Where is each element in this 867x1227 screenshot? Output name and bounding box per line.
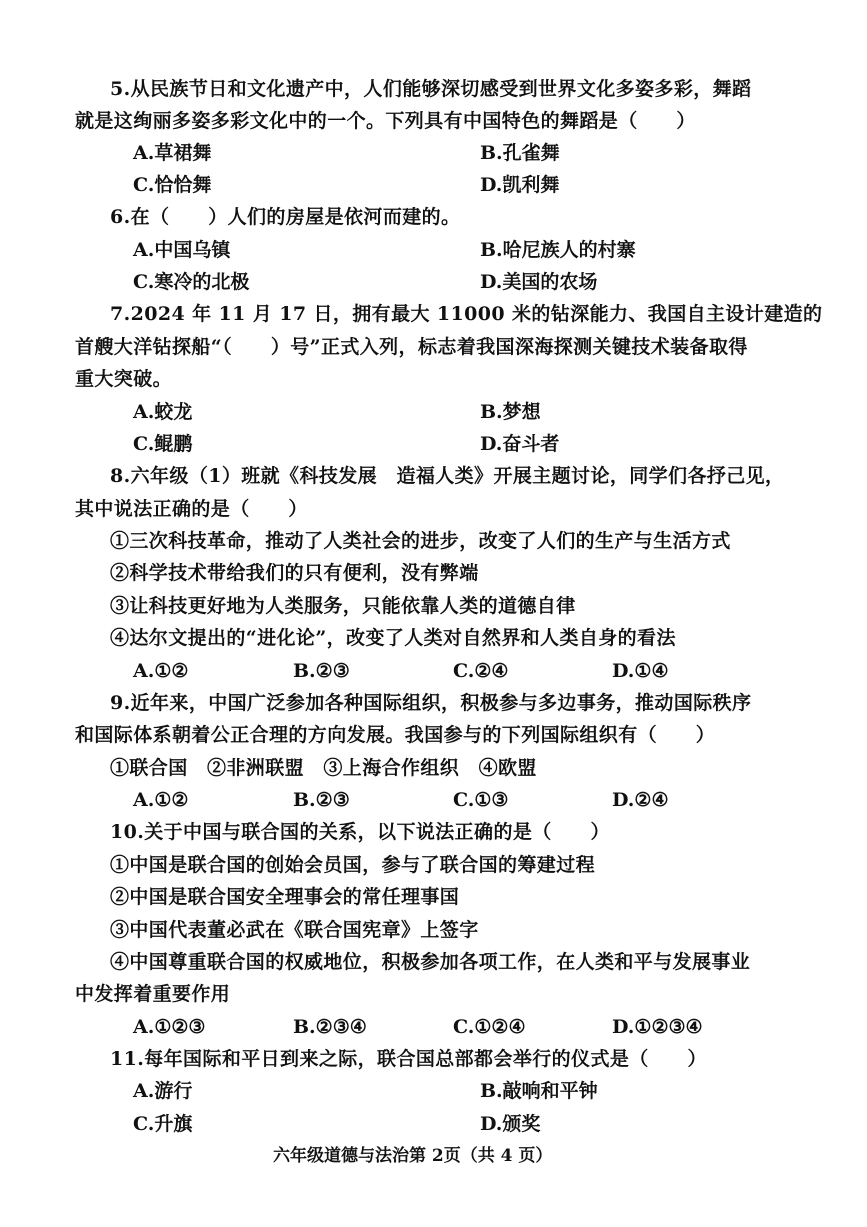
q8-statement-3: ③让科技更好地为人类服务，只能依靠人类的道德自律	[110, 595, 576, 617]
q10-statement-3: ③中国代表董必武在《联合国宪章》上签字	[110, 919, 479, 941]
q9-option-a: A.①②	[133, 789, 189, 811]
q9-statements: ①联合国 ②非洲联盟 ③上海合作组织 ④欧盟	[110, 757, 537, 779]
q6-stem: 6.在（ ）人们的房屋是依河而建的。	[110, 206, 461, 228]
q7-stem-line3: 重大突破。	[75, 368, 173, 390]
q8-statement-1: ①三次科技革命，推动了人类社会的进步，改变了人们的生产与生活方式	[110, 530, 731, 552]
q8-statement-2: ②科学技术带给我们的只有便利，没有弊端	[110, 562, 479, 584]
q8-option-c: C.②④	[453, 660, 509, 682]
q9-option-b: B.②③	[293, 789, 350, 811]
q8-stem-line1: 8.六年级（1）班就《科技发展 造福人类》开展主题讨论，同学们各抒己见，	[110, 465, 785, 487]
q10-option-a: A.①②③	[133, 1016, 206, 1038]
q8-option-d: D.①④	[612, 660, 669, 682]
q5-stem-line2: 就是这绚丽多姿多彩文化中的一个。下列具有中国特色的舞蹈是（ ）	[75, 110, 696, 132]
q7-option-d: D.奋斗者	[480, 433, 560, 455]
q9-stem-line2: 和国际体系朝着公正合理的方向发展。我国参与的下列国际组织有（ ）	[75, 724, 716, 746]
q5-option-d: D.凯利舞	[480, 174, 560, 196]
q8-statement-4: ④达尔文提出的“进化论”，改变了人类对自然界和人类自身的看法	[110, 627, 676, 649]
q9-option-d: D.②④	[612, 789, 669, 811]
q7-option-b: B.梦想	[480, 401, 541, 423]
q7-stem-line1: 7.2024 年 11 月 17 日，拥有最大 11000 米的钻深能力、我国自主设计建造的	[110, 303, 823, 325]
q11-option-c: C.升旗	[133, 1113, 193, 1135]
q6-option-a: A.中国乌镇	[133, 239, 231, 261]
q5-option-c: C.恰恰舞	[133, 174, 212, 196]
q10-statement-2: ②中国是联合国安全理事会的常任理事国	[110, 886, 460, 908]
q11-stem: 11.每年国际和平日到来之际，联合国总部都会举行的仪式是（ ）	[110, 1048, 707, 1070]
q10-statement-4-cont: 中发挥着重要作用	[75, 983, 231, 1005]
q7-option-c: C.鲲鹏	[133, 433, 193, 455]
q9-option-c: C.①③	[453, 789, 509, 811]
q5-option-a: A.草裙舞	[133, 142, 212, 164]
page-footer: 六年级道德与法治第 2页（共 4 页）	[273, 1146, 553, 1166]
q11-option-d: D.颁奖	[480, 1113, 541, 1135]
q6-option-c: C.寒冷的北极	[133, 271, 250, 293]
q10-statement-4: ④中国尊重联合国的权威地位，积极参加各项工作，在人类和平与发展事业	[110, 951, 751, 973]
q9-stem-line1: 9.近年来，中国广泛参加各种国际组织，积极参与多边事务，推动国际秩序	[110, 692, 752, 714]
q10-option-d: D.①②③④	[612, 1016, 703, 1038]
q7-stem-line2: 首艘大洋钻探船“（ ）号”正式入列，标志着我国深海探测关键技术装备取得	[75, 336, 748, 358]
q10-stem: 10.关于中国与联合国的关系，以下说法正确的是（ ）	[110, 821, 610, 843]
q10-option-b: B.②③④	[293, 1016, 367, 1038]
q11-option-b: B.敲响和平钟	[480, 1080, 598, 1102]
q5-stem-line1: 5.从民族节日和文化遗产中，人们能够深切感受到世界文化多姿多彩，舞蹈	[110, 78, 752, 100]
q6-option-b: B.哈尼族人的村寨	[480, 239, 636, 261]
q11-option-a: A.游行	[133, 1080, 193, 1102]
q10-statement-1: ①中国是联合国的创始会员国，参与了联合国的筹建过程	[110, 854, 596, 876]
q7-option-a: A.蛟龙	[133, 401, 193, 423]
q5-option-b: B.孔雀舞	[480, 142, 560, 164]
q8-stem-line2: 其中说法正确的是（ ）	[75, 498, 308, 520]
q8-option-a: A.①②	[133, 660, 189, 682]
q6-option-d: D.美国的农场	[480, 271, 598, 293]
q8-option-b: B.②③	[293, 660, 350, 682]
q10-option-c: C.①②④	[453, 1016, 526, 1038]
